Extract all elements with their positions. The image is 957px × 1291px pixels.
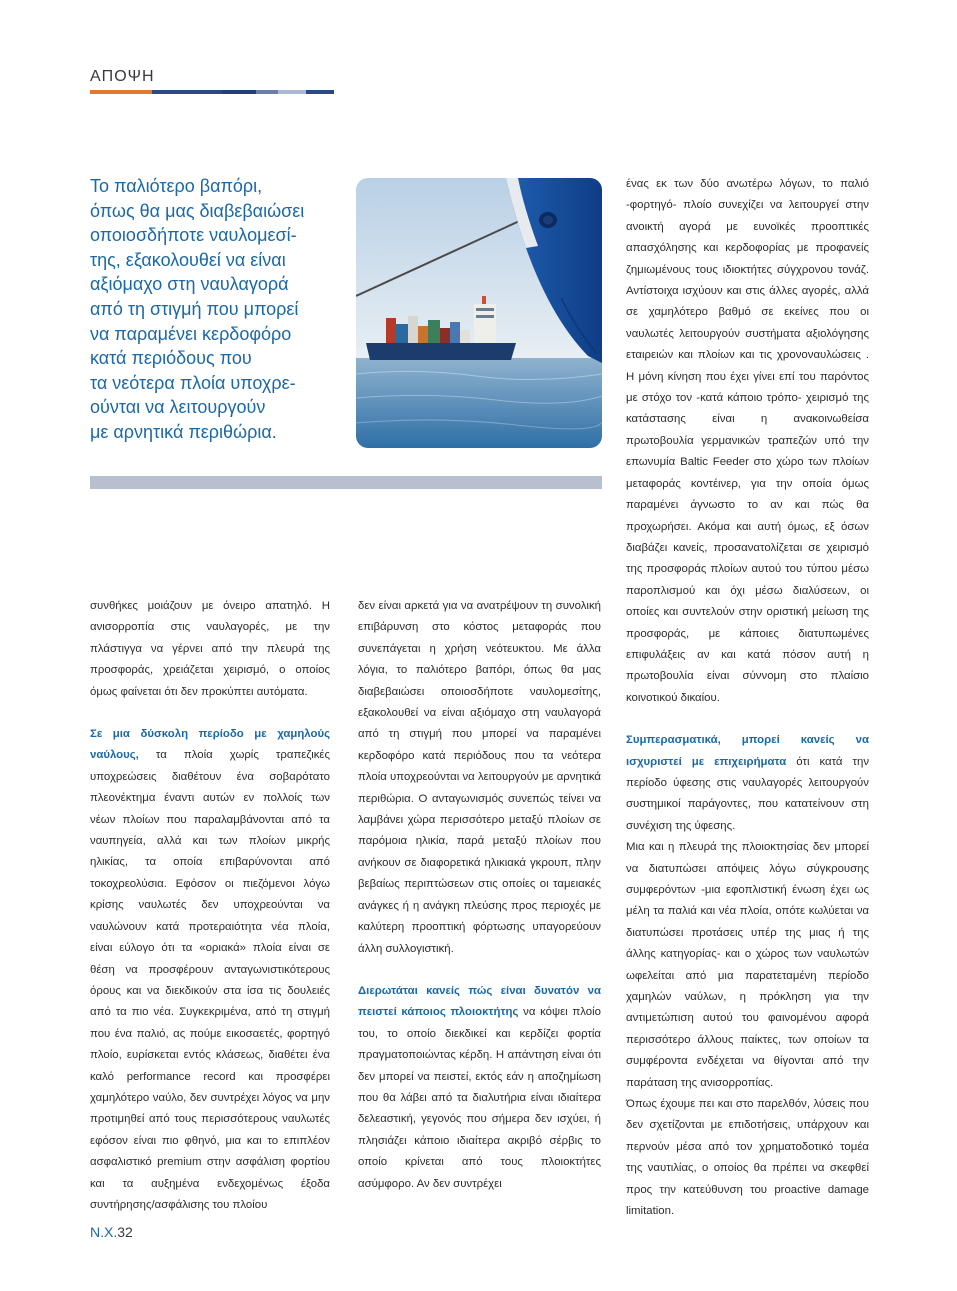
paragraph-body: τα πλοία χωρίς τραπεζικές υποχρεώσεις διαθέτουν ένα σοβαρότατο πλεονέκτημα έναντι αυτών εν πολλοίς των νέων πλοίων που παραλαμβάνονται από τα ναυπηγεία, αλλά και των πλοίων μικρής ηλικίας, τα οποία επιβαρύνονται από τοκοχρεολύσια. Εφόσον οι πιεζόμενοι λόγω κρίσης ναυλωτές δεν υποχρεούνται να ναυλώνουν κατά προτεραιότητα νέα πλοία, είναι εύλογο ότι τα «οριακά» πλοία είναι σε θέση να προσφέρουν ανταγωνιστικότερους όρους και να διεκδικούν στα ίσα τις δουλειές από τα πιο νέα. Συγκεκριμένα, από τη στιγμή που ένα παλιό, ας πούμε εικοσαετές, φορτηγό πλοίο, ευρίσκεται εντός κλάσεως, διαθέτει ένα καλό performance record και προσφέρει χαμηλότερο ναύλο, δεν συντρέχει λόγος να μην προτιμηθεί από τους περισσότερους ναυλωτές εφόσον είναι πιο φθηνό, μια και το επιπλέον ασφαλιστικό premium στην ασφάλιση φορτίου και τα αυξημένα ενδεχομένως έξοδα συντήρησης/ασφάλισης του πλοίου bbox=[90, 749, 330, 1211]
paragraph: Όπως έχουμε πει και στο παρελθόν, λύσεις που δεν σχετίζονται με επιδοτήσεις, υπάρχουν και περνούν μέσα από τον χρηματοδοτικό τομέα της ναυτιλίας, ο οποίος θα πρέπει να σκεφθεί προς την κατεύθυνση του proactive damage limitation. bbox=[626, 1098, 869, 1218]
pull-quote-line: από τη στιγμή που μπορεί bbox=[90, 298, 299, 319]
pull-quote-line: να παραμένει κερδοφόρο bbox=[90, 323, 292, 344]
pull-quote-line: με αρνητικά περιθώρια. bbox=[90, 421, 277, 442]
pull-quote-line: κατά περιόδους που bbox=[90, 348, 252, 369]
pull-quote bbox=[90, 174, 352, 445]
paragraph-body: να κόψει πλοίο του, το οποίο διεκδικεί και κερδίζει φορτία πραγματοποιώντας κέρδη. Η απάντηση είναι ότι δεν μπορεί να πειστεί, εκτός εάν η αποζημίωση που θα λάβει από τα διαλυτήρια είναι ιδιαίτερα δελεαστική, γεγονός που σήμερα δεν ισχύει, ή πλησιάζει κάποιο ιδιαίτερα ακριβό σέρβις το οποίο κρίνεται από τους πλοιοκτήτες ασύμφορο. Αν δεν συντρέχει bbox=[358, 1006, 601, 1190]
magazine-abbrev: Ν.Χ. bbox=[90, 1224, 118, 1240]
article-column-1 bbox=[90, 596, 330, 1216]
container-ship-photo bbox=[356, 178, 602, 448]
paragraph: ένας εκ των δύο ανωτέρω λόγων, το παλιό -φορτηγό- πλοίο συνεχίζει να λειτουργεί στην ανοικτή αγορά με ευνοϊκές προοπτικές απασχόλησης και κερδοφορίας με προφανείς ζημιωμένους τους ιδιοκτήτες σύγχρονου τονάζ. Αντίστοιχα ισχύουν και στις άλλες αγορές, αλλά σε χαμηλότερο βαθμό σε εκείνες που οι ναυλωτές λειτουργούν συστήματα αξιολόγησης εταιρειών και πλοίων και τις χρονοναυλώσεις . Η μόνη κίνηση που έχει γίνει επί του παρόντος με στόχο τον -κατά κάποιο τρόπο- χειρισμό της κατάστασης είναι η ανακοινωθείσα πρωτοβουλία γερμανικών τραπεζών υπό την επωνυμία Baltic Feeder στο χώρο των πλοίων μεταφοράς κοντέινερ, για την οποία όμως παραμένει άγνωστο το αν και πώς θα προχωρήσει. Ακόμα και αυτή όμως, εξ όσων διαβάζει κανείς, προσανατολίζεται σε χειρισμό της προσφοράς πλοίων αυτού του τύπου μέσω παροπλισμού και όχι μέσω διαλύσεων, οι οποίες και συντελούν στην οριστική μείωση της προσφοράς, με κάποιες διατυπωμένες επιφυλάξεις αν και κατά πόσον αυτή η πρωτοβουλία είναι σύννομη στο πλαίσιο κοινοτικού δικαίου. bbox=[626, 178, 869, 704]
page-number bbox=[90, 1224, 133, 1240]
section-color-bar-5 bbox=[278, 90, 306, 94]
lead-in-highlight: Διερωτάται κανείς πώς είναι δυνατόν να πειστεί κάποιος πλοιοκτήτης bbox=[358, 984, 601, 1019]
lead-in-highlight: Συμπερασματικά, μπορεί κανείς να ισχυριστεί με επιχειρήματα bbox=[626, 734, 869, 768]
section-color-bar-2 bbox=[152, 90, 222, 94]
paragraph: δεν είναι αρκετά για να ανατρέψουν τη συνολική επιβάρυνση στο κόστος μεταφοράς που συνεπάγεται η χρήση νεότευκτου. Με άλλα λόγια, το παλιότερο βαπόρι, όπως θα μας διαβεβαιώσει οποιοσδήποτε ναυλομεσίτης, εξακολουθεί να είναι αξιόμαχο στη ναυλαγορά από τη στιγμή που μπορεί να παραμένει κερδοφόρο κατά περιόδους που τα νεότερα πλοία υποχρεούνται να λειτουργούν με αρνητικά περιθώρια. Ο ανταγωνισμός συνεπώς τείνει να λαμβάνει χώρα περισσότερο μεταξύ πλοίων σε παρόμοια ηλικία, παρά μεταξύ πλοίων που ανήκουν σε διαφορετικά ηλικιακά γκρουπ, πλην βεβαίως περιπτώσεων στις οποίες οι ταμειακές ανάγκες ή η ανάγκη πλεύσης προς περιοχές με καλύτερη προοπτική φόρτωσης υπαγορεύουν άλλη συλλογιστική. bbox=[358, 600, 601, 955]
pull-quote-line: τα νεότερα πλοία υποχρε- bbox=[90, 372, 296, 393]
paragraph bbox=[358, 981, 601, 1195]
pull-quote-line: της, εξακολουθεί να είναι bbox=[90, 249, 286, 270]
paragraph bbox=[90, 724, 330, 1216]
pull-quote-line: ούνται να λειτουργούν bbox=[90, 397, 266, 418]
paragraph: Μια και η πλευρά της πλοιοκτησίας δεν μπορεί να διατυπώσει απόψεις λόγω σύγκρουσης συμφερόντων -μια εφοπλιστική ένωση έχει ως μέλη τα παλιά και νέα πλοία, οπότε κωλύεται να διατυπώσει προτάσεις υπέρ της μιας ή της άλλης κατηγορίας- και ο χώρος των ναυλωτών ωφελείται από μια παρατεταμένη περίοδο χαμηλών ναύλων, η πρόκληση για την αντιμετώπιση αυτού του φαινομένου αφορά περισσότερο άλλους παίκτες, των οποίων τα συμφέροντα ενδέχεται να θίγονται από την παράταση της ανισορροπίας. bbox=[626, 841, 869, 1089]
pull-quote-line: οποιοσδήποτε ναυλομεσί- bbox=[90, 225, 297, 246]
paragraph bbox=[626, 730, 869, 837]
section-color-bar-6 bbox=[306, 90, 334, 94]
lead-in-highlight: Σε μια δύσκολη περίοδο με χαμηλούς ναύλους, bbox=[90, 728, 330, 762]
paragraph-body: ότι κατά την περίοδο ύφεσης στις ναυλαγορές λειτουργούν συστημικοί παράγοντες, που κατατείνουν στη συνέχιση της ύφεσης. bbox=[626, 755, 870, 832]
section-color-bar-3 bbox=[222, 90, 256, 94]
article-column-2 bbox=[358, 596, 601, 1195]
section-color-bar-4 bbox=[256, 90, 278, 94]
pull-quote-line: αξιόμαχο στη ναυλαγορά bbox=[90, 274, 289, 295]
section-label: ΑΠΟΨΗ bbox=[90, 68, 155, 85]
pull-quote-line: όπως θα μας διαβεβαιώσει bbox=[90, 200, 305, 221]
paragraph: συνθήκες μοιάζουν με όνειρο απατηλό. Η ανισορροπία στις ναυλαγορές, με την πλάστιγγα να γέρνει από την πλευρά της προσφοράς, χρειάζεται χειρισμό, ο οποίος όμως φαίνεται ότι δεν προκύπτει αυτόματα. bbox=[90, 600, 330, 698]
divider-band bbox=[90, 476, 602, 489]
article-column-3 bbox=[626, 174, 869, 1223]
section-color-bar-1 bbox=[90, 90, 152, 94]
pull-quote-line: Το παλιότερο βαπόρι, bbox=[90, 176, 263, 196]
page-number-value: 32 bbox=[117, 1224, 133, 1240]
